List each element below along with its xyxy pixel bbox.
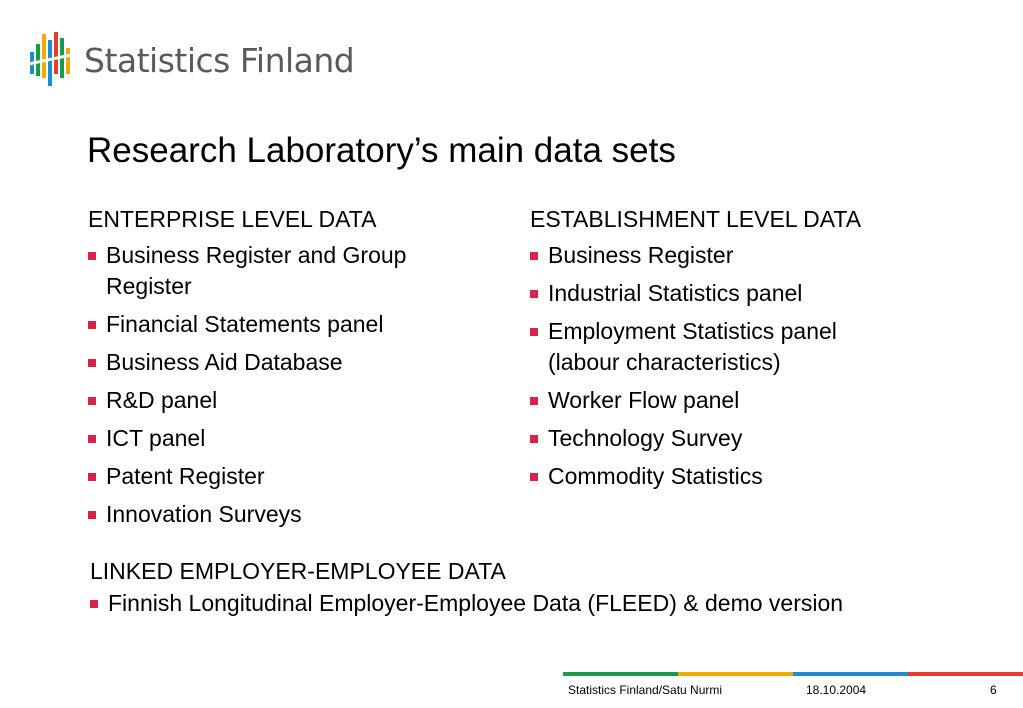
- list-item: [530, 461, 970, 492]
- list-item-text: Patent Register: [106, 463, 265, 489]
- bullet-icon: [530, 290, 538, 298]
- enterprise-heading: ENTERPRISE LEVEL DATA: [88, 206, 377, 232]
- list-item: [530, 423, 970, 454]
- establishment-section: [530, 204, 970, 499]
- list-item: [88, 461, 483, 492]
- list-item: [88, 499, 483, 530]
- linked-heading: LINKED EMPLOYER-EMPLOYEE DATA: [90, 558, 506, 584]
- list-item: [530, 240, 970, 271]
- bullet-icon: [88, 435, 96, 443]
- footer-page-number: 6: [990, 683, 997, 697]
- list-item-text: Technology Survey: [548, 425, 743, 451]
- bullet-icon: [90, 600, 98, 608]
- list-item: [88, 309, 483, 340]
- enterprise-list: [88, 240, 483, 530]
- footer-bar-green: [563, 672, 678, 676]
- footer-date: 18.10.2004: [806, 683, 867, 697]
- list-item-text: Finnish Longitudinal Employer-Employee Data (FLEED) & demo version: [108, 590, 844, 616]
- logo: [28, 30, 354, 90]
- list-item: [88, 347, 483, 378]
- linked-section: [90, 556, 990, 626]
- establishment-list: [530, 240, 970, 492]
- bullet-icon: [88, 511, 96, 519]
- bullet-icon: [88, 359, 96, 367]
- statistics-finland-logo-icon: [28, 30, 74, 90]
- list-item-text: ICT panel: [106, 425, 206, 451]
- list-item-text: Business Register and Group Register: [106, 242, 407, 299]
- bullet-icon: [88, 397, 96, 405]
- bullet-icon: [88, 321, 96, 329]
- footer-bar-blue: [793, 672, 908, 676]
- list-item: [88, 240, 483, 302]
- bullet-icon: [88, 473, 96, 481]
- bullet-icon: [530, 473, 538, 481]
- list-item: [88, 423, 483, 454]
- list-item-text: Worker Flow panel: [548, 387, 740, 413]
- list-item-text: R&D panel: [106, 387, 218, 413]
- bullet-icon: [530, 328, 538, 336]
- footer-bar-red: [908, 672, 1023, 676]
- list-item-text: Business Aid Database: [106, 349, 343, 375]
- list-item-text: Commodity Statistics: [548, 463, 763, 489]
- footer-bar-yellow: [678, 672, 793, 676]
- logo-text: Statistics Finland: [84, 40, 355, 80]
- list-item-text: Innovation Surveys: [106, 501, 302, 527]
- linked-list: [90, 588, 990, 619]
- footer-author: Statistics Finland/Satu Nurmi: [568, 683, 723, 697]
- list-item: [90, 588, 990, 619]
- establishment-heading: ESTABLISHMENT LEVEL DATA: [530, 206, 862, 232]
- list-item: [530, 278, 970, 309]
- list-item-text: Employment Statistics panel (labour characteristics): [548, 318, 837, 375]
- enterprise-section: [88, 204, 483, 537]
- list-item-text: Business Register: [548, 242, 734, 268]
- list-item: [88, 385, 483, 416]
- list-item-text: Financial Statements panel: [106, 311, 384, 337]
- bullet-icon: [530, 435, 538, 443]
- list-item: [530, 316, 908, 378]
- bullet-icon: [530, 397, 538, 405]
- bullet-icon: [530, 252, 538, 260]
- list-item-text: Industrial Statistics panel: [548, 280, 803, 306]
- slide-title: Research Laboratory’s main data sets: [87, 131, 676, 170]
- list-item: [530, 385, 970, 416]
- bullet-icon: [88, 252, 96, 260]
